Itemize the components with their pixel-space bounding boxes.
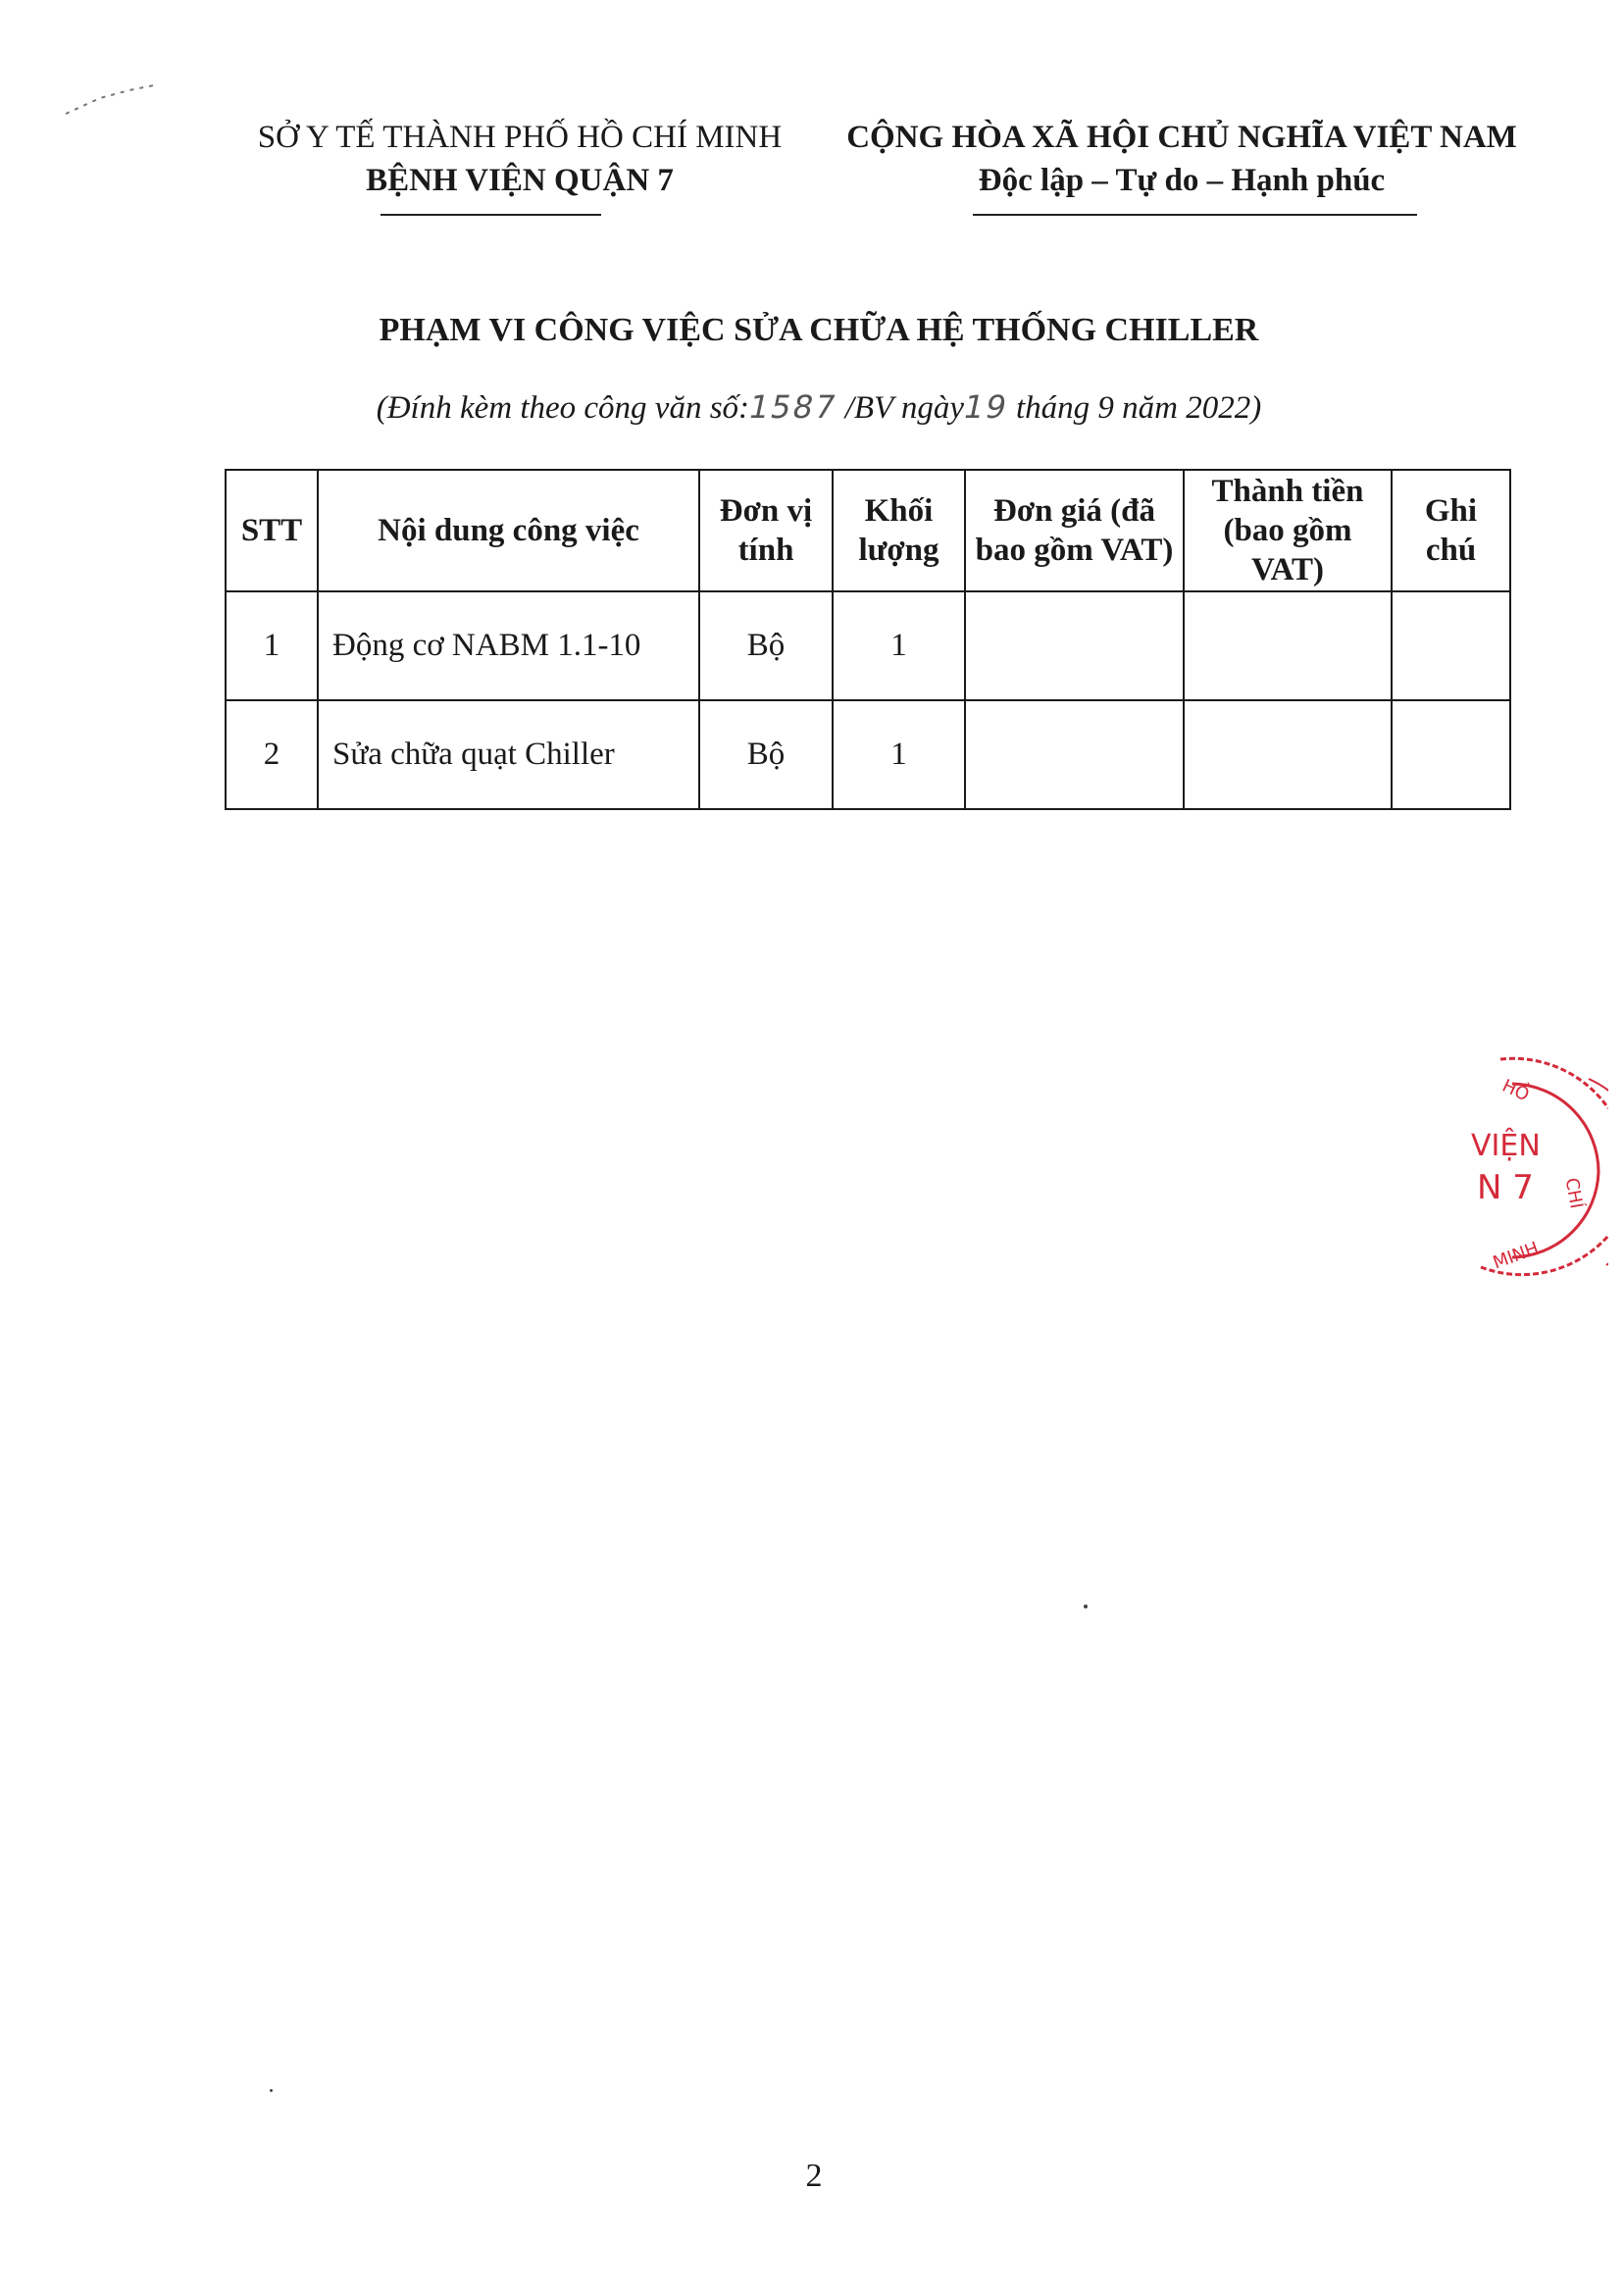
handwritten-doc-number: 1587 — [745, 388, 841, 426]
motto-underline — [973, 214, 1417, 216]
issuer-block — [245, 116, 794, 202]
cell-unit: Bộ — [699, 591, 833, 700]
issuer-underline — [381, 214, 601, 216]
scan-mark — [61, 71, 169, 120]
cell-note — [1392, 700, 1510, 809]
cell-quantity: 1 — [833, 700, 965, 809]
col-header-quantity: Khối lượng — [833, 470, 965, 591]
national-title: CỘNG HÒA XÃ HỘI CHỦ NGHĨA VIỆT NAM — [846, 120, 1517, 155]
cell-stt: 1 — [226, 591, 318, 700]
cell-content: Động cơ NABM 1.1-10 — [318, 591, 699, 700]
col-header-stt: STT — [226, 470, 318, 591]
hospital-name: BỆNH VIỆN QUẬN 7 — [366, 163, 674, 198]
cell-unit-price — [965, 700, 1184, 809]
cell-total — [1184, 700, 1392, 809]
document-title: PHẠM VI CÔNG VIỆC SỬA CHỮA HỆ THỐNG CHILLER — [379, 312, 1259, 348]
col-header-unit: Đơn vị tính — [699, 470, 833, 591]
national-title-block — [838, 116, 1525, 202]
handwritten-day: 19 — [959, 388, 1012, 426]
department-name: SỞ Y TẾ THÀNH PHỐ HỒ CHÍ MINH — [257, 120, 783, 155]
cell-note — [1392, 591, 1510, 700]
seal-text-mid: VIỆN — [1471, 1129, 1541, 1163]
work-scope-table — [225, 469, 1511, 810]
cell-stt: 2 — [226, 700, 318, 809]
subtitle-prefix: (Đính kèm theo công văn số: — [376, 390, 750, 426]
hospital-seal-stamp — [1442, 1040, 1608, 1304]
cell-unit-price — [965, 591, 1184, 700]
col-header-unit-price: Đơn giá (đã bao gồm VAT) — [965, 470, 1184, 591]
cell-quantity: 1 — [833, 591, 965, 700]
seal-text-side: CHÍ — [1560, 1176, 1587, 1210]
scan-speck — [1084, 1605, 1088, 1608]
cell-total — [1184, 591, 1392, 700]
col-header-total: Thành tiền (bao gồm VAT) — [1184, 470, 1392, 591]
cell-content: Sửa chữa quạt Chiller — [318, 700, 699, 809]
col-header-note: Ghi chú — [1392, 470, 1510, 591]
seal-text-top: HỒ — [1498, 1075, 1533, 1106]
col-header-content: Nội dung công việc — [318, 470, 699, 591]
page-number: 2 — [805, 2158, 823, 2194]
table-row — [226, 591, 1510, 700]
subtitle-suffix: tháng 9 năm 2022) — [1007, 390, 1262, 426]
table-header-row — [226, 470, 1510, 591]
scan-speck — [270, 2089, 273, 2092]
document-subtitle — [226, 388, 1412, 427]
seal-text-bottom: MINH — [1490, 1238, 1542, 1274]
cell-unit: Bộ — [699, 700, 833, 809]
table-row — [226, 700, 1510, 809]
national-motto: Độc lập – Tự do – Hạnh phúc — [978, 163, 1386, 198]
subtitle-mid: /BV ngày — [837, 390, 965, 426]
seal-text-num: N 7 — [1477, 1168, 1534, 1207]
